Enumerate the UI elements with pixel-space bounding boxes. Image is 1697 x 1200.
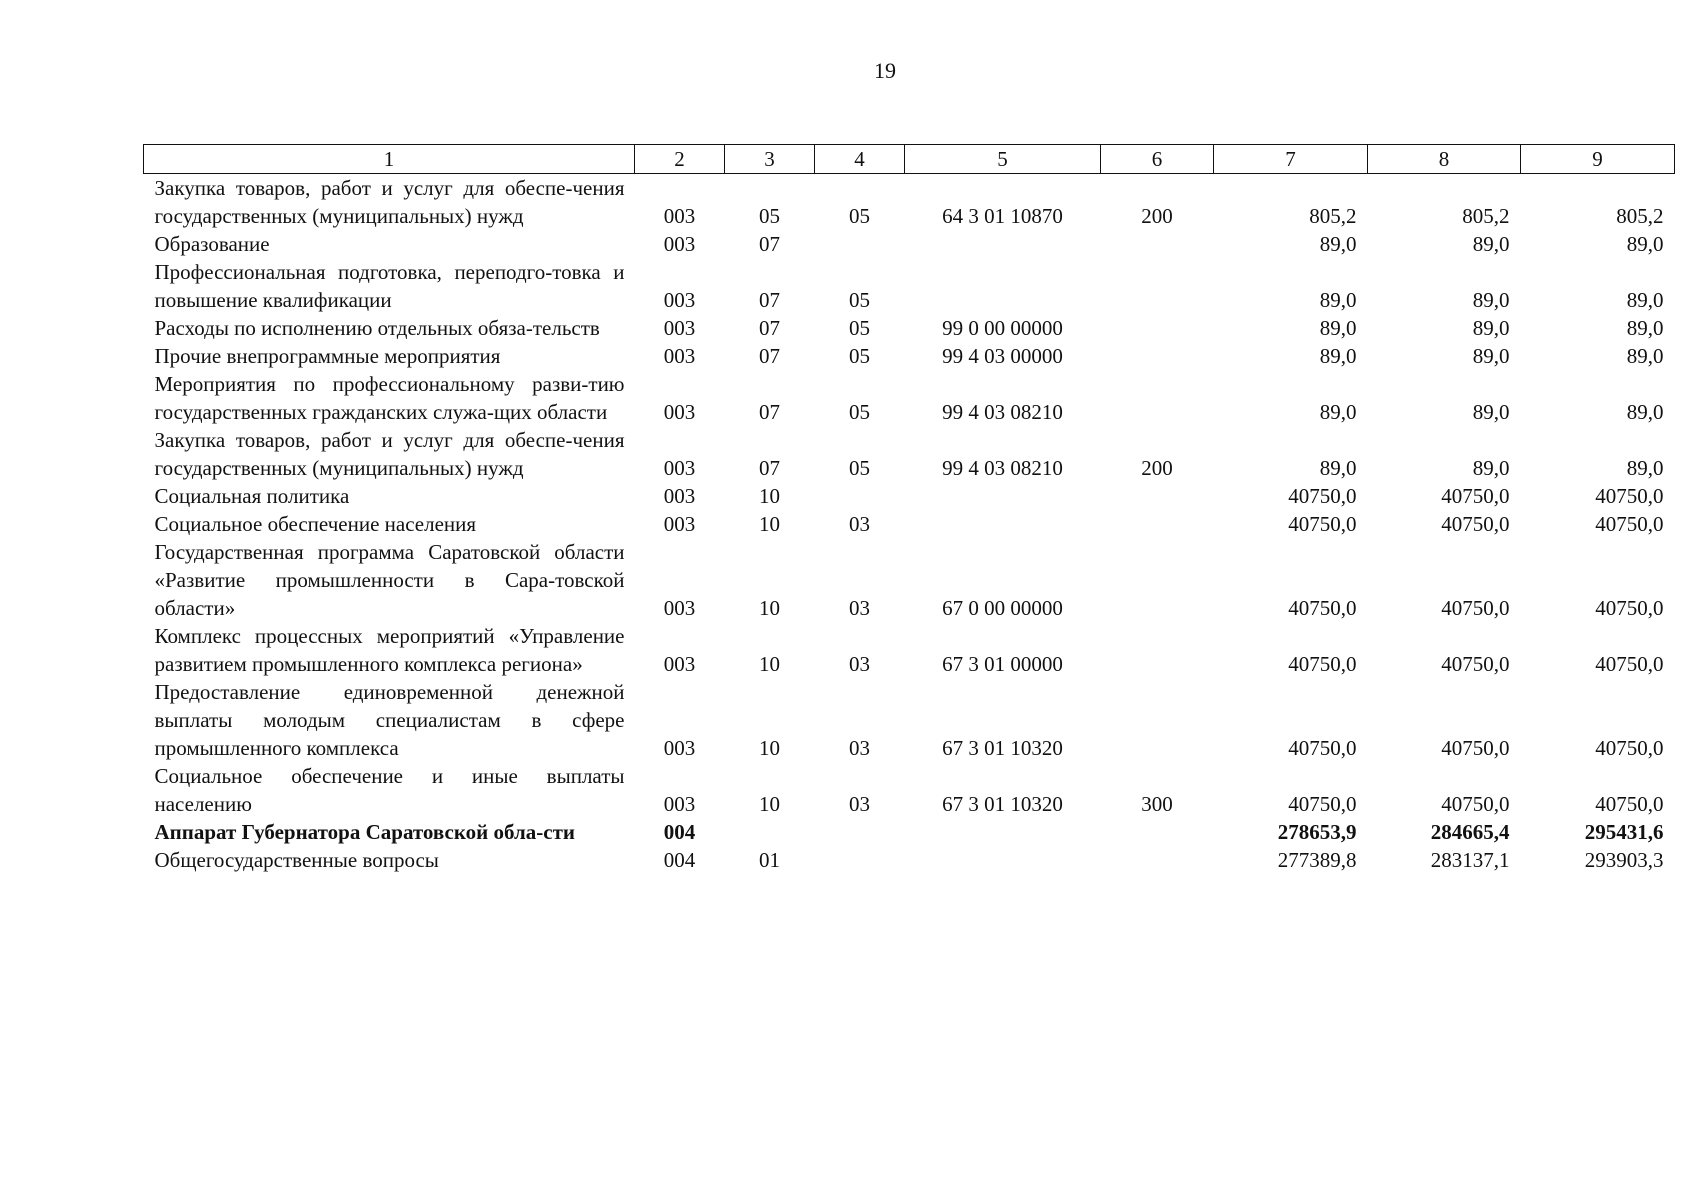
row-target-code: 99 4 03 00000	[942, 344, 1063, 368]
row-amount-col-7: 277389,8	[1277, 848, 1357, 872]
row-amount-col-8: 89,0	[1472, 400, 1510, 424]
row-subsection-code: 03	[849, 652, 870, 676]
row-amount-col-8: 89,0	[1472, 316, 1510, 340]
row-subsection-code: 05	[849, 456, 870, 480]
row-section-code: 07	[759, 456, 780, 480]
row-amount-col-7: 89,0	[1319, 344, 1357, 368]
row-amount-col-7: 40750,0	[1288, 792, 1357, 816]
row-name: Образование	[154, 232, 270, 256]
row-expense-type-code	[1101, 370, 1214, 426]
row-expense-type-code	[1101, 258, 1214, 314]
budget-table	[143, 144, 1675, 874]
row-name: Мероприятия по профессиональному разви-тию государственных гражданских служа-щих области	[154, 372, 625, 424]
row-section-code: 07	[759, 400, 780, 424]
header-row	[144, 145, 1675, 174]
row-expense-type-code: 200	[1141, 204, 1173, 228]
row-amount-col-8: 40750,0	[1441, 792, 1510, 816]
row-expense-type-code	[1101, 342, 1214, 370]
row-target-code: 67 3 01 10320	[942, 792, 1063, 816]
row-admin-code: 003	[663, 456, 696, 480]
row-subsection-code: 03	[849, 736, 870, 760]
row-subsection-code: 03	[849, 512, 870, 536]
row-subsection-code: 03	[849, 596, 870, 620]
row-name: Государственная программа Саратовской области «Развитие промышленности в Сара-товской области»	[154, 540, 625, 620]
row-expense-type-code	[1101, 538, 1214, 622]
row-section-code: 10	[759, 512, 780, 536]
row-admin-code: 003	[663, 652, 696, 676]
row-amount-col-8: 89,0	[1472, 456, 1510, 480]
table-row	[144, 622, 1675, 678]
row-amount-col-8: 89,0	[1472, 288, 1510, 312]
row-section-code: 10	[759, 596, 780, 620]
header-col-8: 8	[1368, 145, 1521, 174]
row-name: Закупка товаров, работ и услуг для обеспе-чения государственных (муниципальных) нужд	[154, 428, 625, 480]
header-col-6: 6	[1101, 145, 1214, 174]
row-target-code	[905, 846, 1101, 874]
row-amount-col-9: 40750,0	[1595, 792, 1664, 816]
row-name: Расходы по исполнению отдельных обяза-тельств	[154, 316, 600, 340]
header-col-7: 7	[1214, 145, 1368, 174]
row-subsection-code	[815, 846, 905, 874]
row-amount-col-7: 40750,0	[1288, 484, 1357, 508]
row-amount-col-9: 293903,3	[1584, 848, 1664, 872]
row-amount-col-7: 89,0	[1319, 232, 1357, 256]
row-target-code	[905, 482, 1101, 510]
row-amount-col-8: 40750,0	[1441, 596, 1510, 620]
row-name: Социальное обеспечение и иные выплаты населению	[154, 764, 625, 816]
row-admin-code: 003	[663, 204, 696, 228]
row-target-code: 99 0 00 00000	[942, 316, 1063, 340]
row-amount-col-9: 89,0	[1626, 232, 1664, 256]
row-amount-col-9: 295431,6	[1584, 820, 1664, 844]
row-amount-col-8: 40750,0	[1441, 512, 1510, 536]
row-subsection-code: 05	[849, 204, 870, 228]
row-amount-col-7: 89,0	[1319, 288, 1357, 312]
row-target-code	[905, 818, 1101, 846]
row-expense-type-code	[1101, 678, 1214, 762]
row-name: Закупка товаров, работ и услуг для обеспе-чения государственных (муниципальных) нужд	[154, 176, 625, 228]
table-row	[144, 174, 1675, 231]
header-col-2: 2	[635, 145, 725, 174]
table-row	[144, 482, 1675, 510]
row-admin-code: 003	[663, 288, 696, 312]
row-amount-col-8: 40750,0	[1441, 484, 1510, 508]
table-row	[144, 538, 1675, 622]
row-subsection-code: 03	[849, 792, 870, 816]
row-admin-code: 003	[663, 232, 696, 256]
row-amount-col-7: 805,2	[1309, 204, 1357, 228]
row-target-code: 67 3 01 10320	[942, 736, 1063, 760]
table-row	[144, 846, 1675, 874]
row-target-code	[905, 230, 1101, 258]
table-row	[144, 370, 1675, 426]
header-col-9: 9	[1521, 145, 1675, 174]
row-target-code	[905, 258, 1101, 314]
table-row	[144, 818, 1675, 846]
row-target-code: 99 4 03 08210	[942, 400, 1063, 424]
row-amount-col-7: 40750,0	[1288, 736, 1357, 760]
row-name: Комплекс процессных мероприятий «Управление развитием промышленного комплекса региона»	[154, 624, 625, 676]
row-amount-col-8: 40750,0	[1441, 736, 1510, 760]
row-admin-code: 004	[663, 848, 696, 872]
row-name: Социальная политика	[154, 484, 350, 508]
header-col-4: 4	[815, 145, 905, 174]
row-name: Профессиональная подготовка, переподго-товка и повышение квалификации	[154, 260, 625, 312]
row-amount-col-8: 89,0	[1472, 344, 1510, 368]
row-amount-col-9: 89,0	[1626, 400, 1664, 424]
row-admin-code: 003	[663, 316, 696, 340]
row-expense-type-code	[1101, 622, 1214, 678]
row-subsection-code: 05	[849, 344, 870, 368]
row-amount-col-7: 278653,9	[1277, 820, 1357, 844]
row-amount-col-8: 283137,1	[1430, 848, 1510, 872]
row-admin-code: 004	[663, 820, 696, 844]
row-admin-code: 003	[663, 344, 696, 368]
row-amount-col-8: 40750,0	[1441, 652, 1510, 676]
row-subsection-code	[815, 818, 905, 846]
row-amount-col-7: 89,0	[1319, 456, 1357, 480]
row-name: Предоставление единовременной денежной выплаты молодым специалистам в сфере промышленного комплекса	[154, 680, 625, 760]
row-admin-code: 003	[663, 400, 696, 424]
row-admin-code: 003	[663, 484, 696, 508]
row-section-code: 01	[759, 848, 780, 872]
row-expense-type-code	[1101, 846, 1214, 874]
row-amount-col-9: 89,0	[1626, 288, 1664, 312]
row-amount-col-9: 40750,0	[1595, 512, 1664, 536]
row-amount-col-9: 89,0	[1626, 344, 1664, 368]
row-section-code: 10	[759, 652, 780, 676]
row-expense-type-code: 200	[1141, 456, 1173, 480]
row-subsection-code: 05	[849, 316, 870, 340]
row-amount-col-9: 40750,0	[1595, 652, 1664, 676]
row-admin-code: 003	[663, 512, 696, 536]
table-row	[144, 678, 1675, 762]
table-header	[144, 145, 1675, 174]
row-amount-col-7: 40750,0	[1288, 652, 1357, 676]
row-amount-col-9: 40750,0	[1595, 484, 1664, 508]
row-name: Прочие внепрограммные мероприятия	[154, 344, 501, 368]
row-amount-col-9: 89,0	[1626, 316, 1664, 340]
row-section-code: 07	[759, 316, 780, 340]
row-amount-col-8: 805,2	[1462, 204, 1510, 228]
row-expense-type-code	[1101, 230, 1214, 258]
table-row	[144, 426, 1675, 482]
row-amount-col-8: 89,0	[1472, 232, 1510, 256]
table-body	[144, 174, 1675, 875]
row-expense-type-code	[1101, 314, 1214, 342]
header-col-3: 3	[725, 145, 815, 174]
row-section-code	[725, 818, 815, 846]
row-expense-type-code	[1101, 482, 1214, 510]
row-admin-code: 003	[663, 792, 696, 816]
row-name: Аппарат Губернатора Саратовской обла-сти	[154, 820, 575, 844]
row-section-code: 10	[759, 484, 780, 508]
row-target-code: 67 3 01 00000	[942, 652, 1063, 676]
row-amount-col-7: 40750,0	[1288, 596, 1357, 620]
row-amount-col-9: 89,0	[1626, 456, 1664, 480]
row-section-code: 10	[759, 736, 780, 760]
row-admin-code: 003	[663, 736, 696, 760]
row-amount-col-9: 40750,0	[1595, 736, 1664, 760]
row-section-code: 07	[759, 344, 780, 368]
row-target-code: 67 0 00 00000	[942, 596, 1063, 620]
table-row	[144, 510, 1675, 538]
header-col-1: 1	[144, 145, 635, 174]
table-row	[144, 762, 1675, 818]
row-admin-code: 003	[663, 596, 696, 620]
row-amount-col-9: 40750,0	[1595, 596, 1664, 620]
table-row	[144, 342, 1675, 370]
row-target-code: 64 3 01 10870	[942, 204, 1063, 228]
row-subsection-code: 05	[849, 400, 870, 424]
table-row	[144, 314, 1675, 342]
header-col-5: 5	[905, 145, 1101, 174]
row-section-code: 07	[759, 288, 780, 312]
row-name: Социальное обеспечение населения	[154, 512, 477, 536]
row-section-code: 07	[759, 232, 780, 256]
row-target-code	[905, 510, 1101, 538]
row-expense-type-code	[1101, 510, 1214, 538]
row-amount-col-7: 89,0	[1319, 316, 1357, 340]
table-row	[144, 258, 1675, 314]
row-section-code: 10	[759, 792, 780, 816]
row-name: Общегосударственные вопросы	[154, 848, 439, 872]
row-subsection-code	[815, 482, 905, 510]
row-subsection-code	[815, 230, 905, 258]
row-subsection-code: 05	[849, 288, 870, 312]
row-amount-col-9: 805,2	[1616, 204, 1664, 228]
row-amount-col-7: 40750,0	[1288, 512, 1357, 536]
row-amount-col-7: 89,0	[1319, 400, 1357, 424]
page-number: 19	[874, 58, 896, 83]
row-expense-type-code: 300	[1141, 792, 1173, 816]
row-amount-col-8: 284665,4	[1430, 820, 1510, 844]
row-expense-type-code	[1101, 818, 1214, 846]
table-row	[144, 230, 1675, 258]
row-target-code: 99 4 03 08210	[942, 456, 1063, 480]
row-section-code: 05	[759, 204, 780, 228]
